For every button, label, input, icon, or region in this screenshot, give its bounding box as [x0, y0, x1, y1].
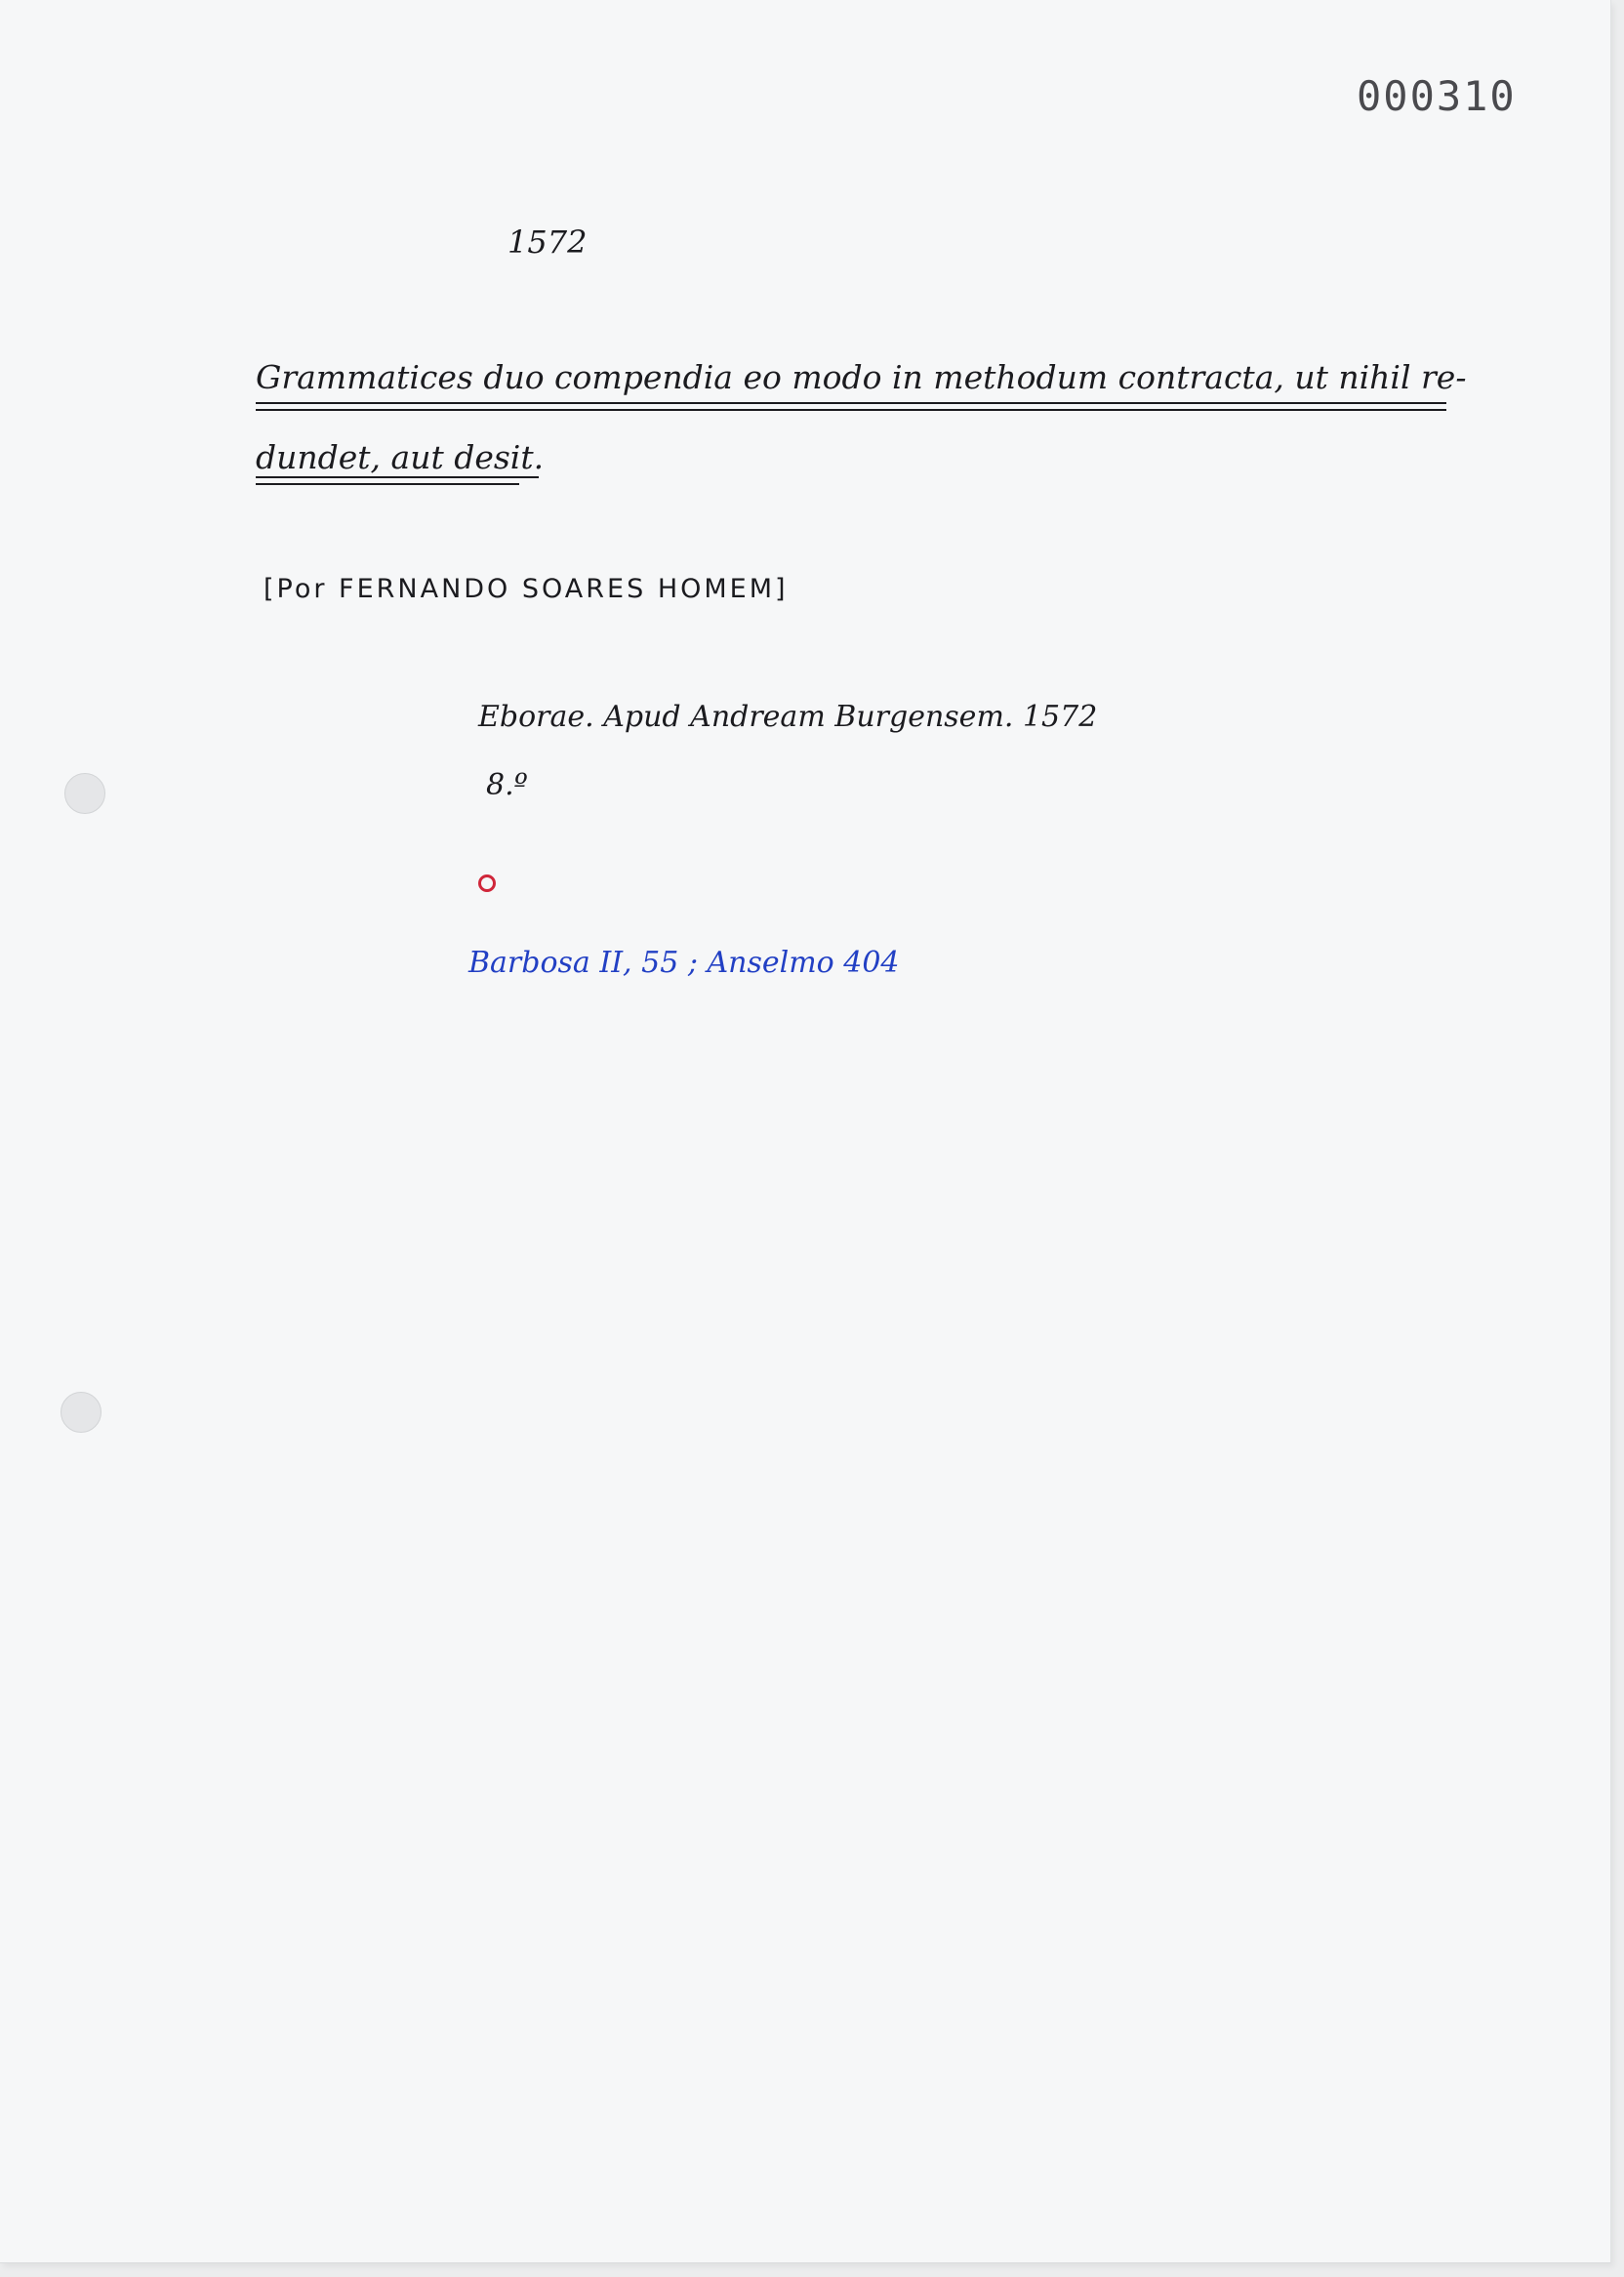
- title-underline-2a: [256, 476, 539, 478]
- title-underline-2b: [256, 483, 519, 485]
- title-underline-1a: [256, 402, 1446, 404]
- book-format: 8.º: [486, 768, 528, 802]
- punch-hole-bottom: [61, 1392, 102, 1433]
- author-attribution: [Por FERNANDO SOARES HOMEM]: [264, 574, 789, 604]
- red-circle-marker: [478, 874, 496, 892]
- title-line-2: dundet, aut desit.: [256, 438, 545, 476]
- imprint: Eborae. Apud Andream Burgensem. 1572: [478, 700, 1098, 734]
- punch-hole-top: [64, 773, 105, 814]
- publication-year: 1572: [508, 224, 588, 261]
- title-underline-1b: [256, 409, 1446, 411]
- title-line-1: Grammatices duo compendia eo modo in methodum contracta, ut nihil re-: [256, 358, 1467, 396]
- bibliographic-references: Barbosa II, 55 ; Anselmo 404: [468, 946, 900, 980]
- stamp-number: 000310: [1357, 72, 1517, 120]
